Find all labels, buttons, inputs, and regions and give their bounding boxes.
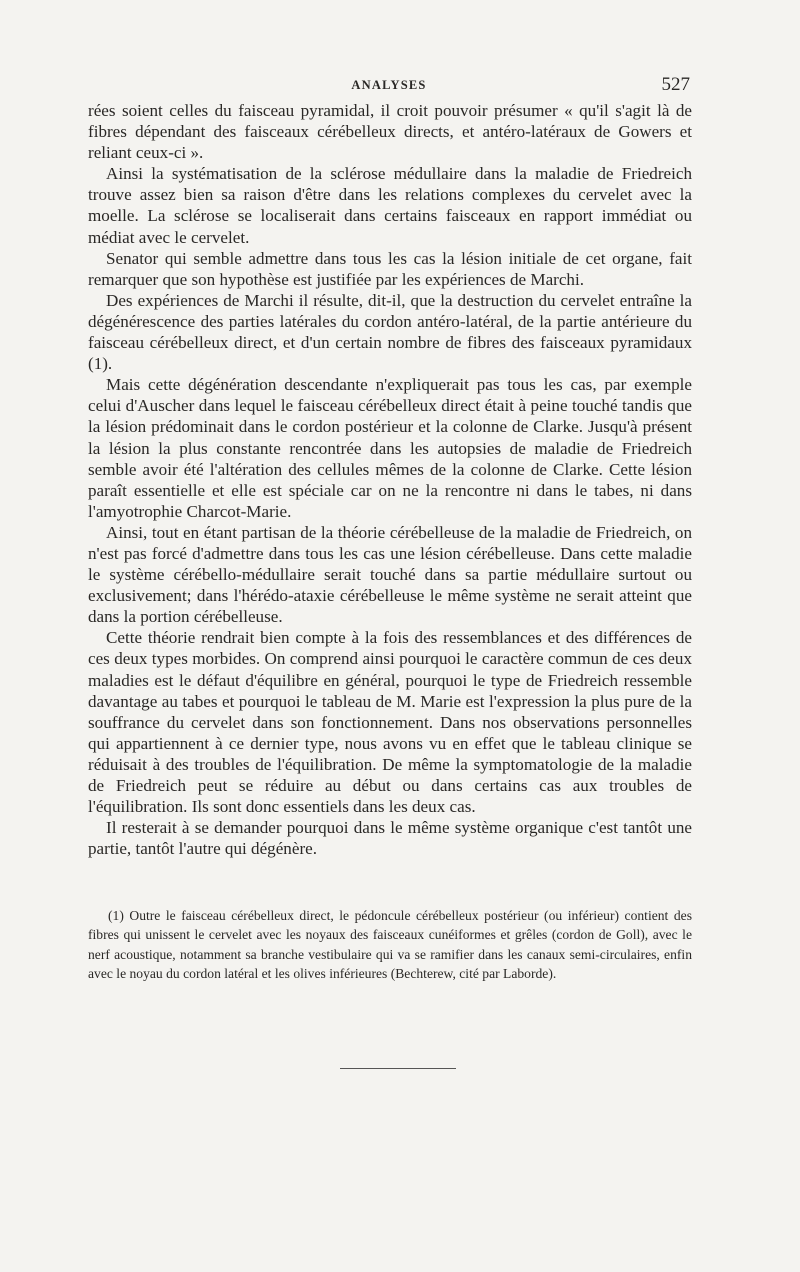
page-number: 527 [661, 74, 690, 95]
footnote-text: (1) Outre le faisceau cérébelleux direct, le pédoncule cérébelleux postérieur (ou inférieur) contient des fibres qui unissent le cervelet avec les noyaux des faisceaux cunéiformes et grêles (cordon de Goll), avec le nerf acoustique, notamment sa branche vestibulaire qui va se ramifier dans les canaux semi-circulaires, enfin avec le noyau du cordon latéral et les olives inférieures (Bechterew, cité par Laborde). [88, 908, 692, 982]
end-rule [340, 1068, 456, 1069]
footnote [88, 906, 692, 984]
paragraph: Mais cette dégénération descendante n'expliquerait pas tous les cas, par exemple celui d'Auscher dans lequel le faisceau cérébelleux direct était à peine touché tandis que la lésion prédominait dans le cordon postérieur et la colonne de Clarke. Jusqu'à présent la lésion la plus constante rencontrée dans les autopsies de maladie de Friedreich semble avoir été l'altération des cellules mêmes de la colonne de Clarke. Cette lésion paraît essentielle et elle est spéciale car on ne la rencontre ni dans le tabes, ni dans l'amyotrophie Charcot-Marie. [88, 375, 692, 521]
paragraph: Senator qui semble admettre dans tous les cas la lésion initiale de cet organe, fait remarquer que son hypothèse est justifiée par les expériences de Marchi. [88, 248, 692, 289]
body-text [88, 100, 692, 859]
paragraph: Ainsi, tout en étant partisan de la théorie cérébelleuse de la maladie de Friedreich, on n'est pas forcé d'admettre dans tous les cas une lésion cérébelleuse. Dans cette maladie le système cérébello-médullaire serait touché dans sa partie médullaire surtout ou exclusivement; dans l'hérédo-ataxie cérébelleuse le même système ne serait atteint que dans la portion cérébelleuse. [88, 522, 692, 627]
paragraph: Des expériences de Marchi il résulte, dit-il, que la destruction du cervelet entraîne la dégénérescence des parties latérales du cordon antéro-latéral, de la partie antérieure du faisceau cérébelleux direct, et d'un certain nombre de fibres des faisceaux pyramidaux (1). [88, 290, 692, 374]
paragraph-continuation: rées soient celles du faisceau pyramidal, il croit pouvoir présumer « qu'il s'agit là de fibres dépendant des faisceaux cérébelleux directs, et antéro-latéraux de Gowers et reliant ceux-ci ». [88, 101, 692, 163]
paragraph: Cette théorie rendrait bien compte à la fois des ressemblances et des différences de ces deux types morbides. On comprend ainsi pourquoi le caractère commun de ces deux maladies est le défaut d'équilibre en général, pourquoi le type de Friedreich ressemble davantage au tabes et pourquoi le tableau de M. Marie est l'expression la plus pure de la souffrance du cervelet dans son fonctionnement. Dans nos observations personnelles qui appartiennent à ce dernier type, nous avons vu en effet que le tableau clinique se réduisait à des troubles de l'équilibration. De même la symptomatologie de la maladie de Friedreich peut se réduire au début ou dans certains cas aux troubles de l'équilibration. Ils sont donc essentiels dans les deux cas. [88, 628, 692, 817]
paragraph: Il resterait à se demander pourquoi dans le même système organique c'est tantôt une partie, tantôt l'autre qui dégénère. [88, 818, 692, 859]
paragraph: Ainsi la systématisation de la sclérose médullaire dans la maladie de Friedreich trouve assez bien sa raison d'être dans les relations complexes du cervelet avec la moelle. La sclérose se localiserait dans certains faisceaux en rapport immédiat ou médiat avec le cervelet. [88, 164, 692, 247]
page-header [88, 74, 690, 96]
running-head: ANALYSES [351, 78, 427, 92]
